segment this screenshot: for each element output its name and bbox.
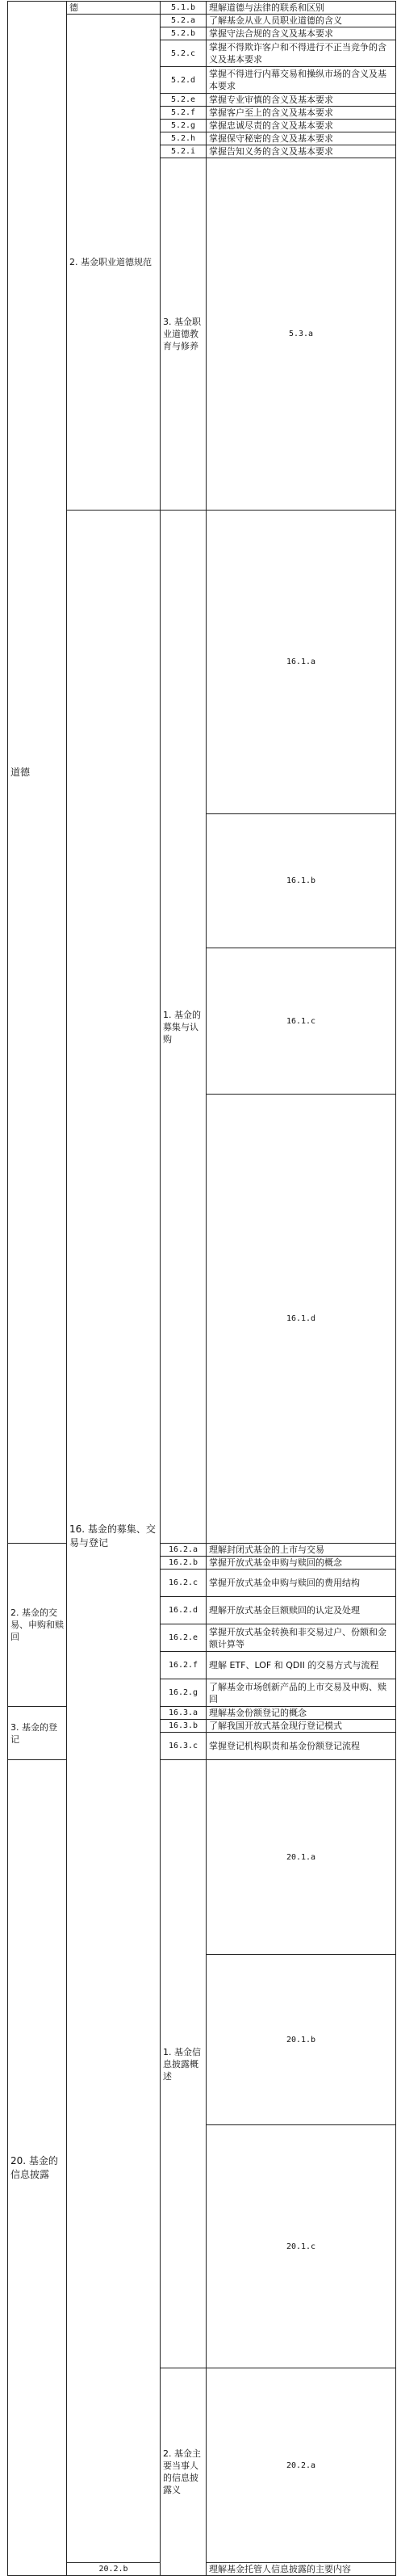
code-cell: 16.3.c (161, 1733, 207, 1760)
code-cell: 16.2.e (161, 1624, 207, 1652)
description-cell: 理解 ETF、LOF 和 QDII 的交易方式与流程 (207, 1652, 396, 1679)
table-row (8, 1707, 396, 1720)
topic-cell: 3. 基金的登记 (8, 1707, 67, 1760)
description-cell: 掌握守法合规的含义及基本要求 (207, 27, 396, 40)
description-cell: 了解基金市场创新产品的上市交易及申购、赎回 (207, 1679, 396, 1707)
description-cell: 了解我国开放式基金现行登记模式 (207, 1720, 396, 1733)
topic-cell: 1. 基金信息披露概述 (161, 1760, 207, 2368)
code-cell: 20.2.a (207, 2368, 396, 2563)
description-cell: 理解基金托管人信息披露的主要内容 (207, 2563, 396, 2576)
code-cell: 16.2.c (161, 1570, 207, 1597)
code-cell: 5.2.b (161, 27, 207, 40)
code-cell: 5.2.g (161, 120, 207, 132)
code-cell: 16.1.b (207, 814, 396, 948)
description-cell: 掌握专业审慎的含义及基本要求 (207, 94, 396, 107)
code-cell: 16.1.d (207, 1095, 396, 1544)
code-cell: 16.2.g (161, 1679, 207, 1707)
description-cell: 掌握客户至上的含义及基本要求 (207, 107, 396, 120)
code-cell: 5.2.c (161, 40, 207, 67)
table-row (8, 2, 396, 15)
code-cell: 5.2.e (161, 94, 207, 107)
chapter-cell: 20. 基金的信息披露 (8, 1760, 67, 2576)
description-cell: 掌握告知义务的含义及基本要求 (207, 145, 396, 158)
code-cell: 16.3.a (161, 1707, 207, 1720)
code-cell: 5.2.a (161, 15, 207, 27)
code-cell: 20.1.c (207, 2125, 396, 2368)
description-cell: 掌握保守秘密的含义及基本要求 (207, 132, 396, 145)
table-row (8, 511, 396, 814)
chapter-cell: 道德 (8, 2, 67, 1544)
description-cell: 掌握开放式基金申购与赎回的概念 (207, 1557, 396, 1570)
topic-cell: 1. 基金的募集与认购 (161, 511, 207, 1544)
code-cell: 5.3.a (207, 158, 396, 511)
syllabus-table (7, 1, 396, 2576)
table-row (8, 15, 396, 27)
chapter-cell: 16. 基金的募集、交易与登记 (67, 511, 161, 2563)
description-cell: 掌握不得进行内幕交易和操纵市场的含义及基本要求 (207, 67, 396, 94)
code-cell: 20.1.b (207, 1955, 396, 2125)
code-cell: 16.2.b (161, 1557, 207, 1570)
description-cell: 掌握不得欺诈客户和不得进行不正当竞争的含义及基本要求 (207, 40, 396, 67)
topic-cell: 2. 基金主要当事人的信息披露义 (161, 2368, 207, 2576)
code-cell: 20.1.a (207, 1760, 396, 1955)
description-cell: 掌握开放式基金申购与赎回的费用结构 (207, 1570, 396, 1597)
description-cell: 掌握登记机构职责和基金份额登记流程 (207, 1733, 396, 1760)
code-cell: 16.2.a (161, 1544, 207, 1557)
code-cell: 5.1.b (161, 2, 207, 15)
code-cell: 16.2.d (161, 1597, 207, 1624)
topic-cell: 2. 基金的交易、申购和赎回 (8, 1544, 67, 1707)
code-cell: 16.2.f (161, 1652, 207, 1679)
code-cell: 5.2.i (161, 145, 207, 158)
code-cell: 5.2.d (161, 67, 207, 94)
description-cell: 理解开放式基金巨额赎回的认定及处理 (207, 1597, 396, 1624)
topic-cell: 2. 基金职业道德规范 (67, 15, 161, 511)
topic-cell: 德 (67, 2, 161, 15)
code-cell: 16.1.c (207, 948, 396, 1095)
code-cell: 16.3.b (161, 1720, 207, 1733)
code-cell: 16.1.a (207, 511, 396, 814)
table-row (8, 1544, 396, 1557)
code-cell: 5.2.h (161, 132, 207, 145)
description-cell: 理解基金份额登记的概念 (207, 1707, 396, 1720)
topic-cell: 3. 基金职业道德教育与修养 (161, 158, 207, 511)
description-cell: 理解道德与法律的联系和区别 (207, 2, 396, 15)
code-cell: 20.2.b (67, 2563, 161, 2576)
code-cell: 5.2.f (161, 107, 207, 120)
description-cell: 掌握开放式基金转换和非交易过户、份额和金额计算等 (207, 1624, 396, 1652)
table-row (8, 1760, 396, 1955)
description-cell: 掌握忠诚尽责的含义及基本要求 (207, 120, 396, 132)
description-cell: 理解封闭式基金的上市与交易 (207, 1544, 396, 1557)
syllabus-table-body (8, 2, 396, 2576)
description-cell: 了解基金从业人员职业道德的含义 (207, 15, 396, 27)
